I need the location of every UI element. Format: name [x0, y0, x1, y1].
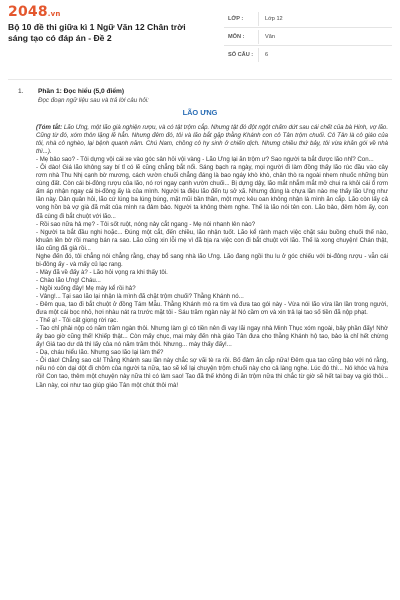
story-title: LÃO ƯNG — [182, 108, 218, 117]
passage-paragraph: - Mày đã về đấy à? - Lão hỏi vọng ra khi thấy tôi. — [36, 268, 168, 276]
meta-row-question-count — [224, 46, 392, 64]
passage-paragraph: - Rồi sao nữa hả mẹ? - Tôi sốt ruột, nóng nảy cắt ngang - Mẹ nói nhanh lên nào? — [36, 220, 256, 228]
passage-paragraph: - Ngồi xuống đây! Mẹ mày kể rồi hả? — [36, 284, 136, 292]
question-instruction: Đọc đoạn ngữ liệu sau và trả lời câu hỏi: — [38, 97, 149, 104]
meta-row-class — [224, 10, 392, 28]
summary-paragraph — [36, 124, 388, 156]
meta-value: Lớp 12 — [265, 15, 283, 22]
passage-paragraph: - Ôi dào! Giá lão không say bí tỉ có lẽ cũng chẳng bắt nổi. Sáng bạch ra ngày, mọi người đi làm đồng thấy lão rúc đầu vào cây rơm nhà Thu Nhị cạnh bờ mương, cách vườn chuối chẳng đáng là bao ngáy khò khò, chân thò ra ngoài nhem nhuốc những bùn cùng đất. Còn cái bi-đông rượu của lão, nó rơi ngay cạnh vườn chuối... Bị dựng dậy, lão mắt nhắm mắt mở chui ra khỏi cái ổ rơm ấm áp nhận ngay cái bi-đông ấy là của mình. Người ta điệu lão đến tụ sở xã. Nhưng đúng là chựa lần nào mẹ thấy lão Ưng như lần này. Dân quân hỏi, lão cứ lúng ba lúng búng, mặt mũi bần thần, một mực kêu oan không nhận là mình ăn cắp. Lão còn lấy cả vong hồn bà vợ già đã mất của mình ra đảm bảo. Người ta không thèm nghe. Thế là lão nói tên con. Lão bảo, đêm hôm ấy, con đã cùng đi bắt chuột với lão... — [36, 164, 388, 220]
passage-paragraph: - Đêm qua, tao đi bắt chuột ở đồng Tám Mẫu. Thằng Khánh mò ra tìm và đưa tao gói này - Vừa nói lão vừa lần lần trong người, đưa một cái bọc nhỏ, hơi nhàu nát ra trước mặt tôi - Sáu trăm ngàn này à! Nó cầm ơn và xin trả lại tao số tiền đã nộp phạt. — [36, 301, 388, 317]
site-logo[interactable] — [8, 4, 61, 20]
passage-text — [36, 124, 388, 390]
meta-value: Văn — [265, 33, 275, 40]
passage-paragraph: - Mẹ bảo sao? - Tôi dựng vội cái xe vào góc sân hỏi vội vàng - Lão Ưng lại ăn trộm ư? Sao người ta bắt được lão nhỉ? Con... — [36, 156, 374, 164]
question-number: 1. — [18, 88, 24, 95]
meta-row-subject — [224, 28, 392, 46]
passage-paragraph: - Vâng!... Tại sao lão lại nhận là mình đã chặt trộm chuối? Thằng Khánh nó... — [36, 292, 244, 300]
part-title: Phần 1: Đọc hiểu (5,0 điểm) — [38, 88, 125, 95]
meta-separator — [258, 30, 259, 44]
summary-text: Lão Ưng, một lão già nghiện rượu, và có tật trộm cắp. Nhưng tật đó đột ngột chấm dứt sau cái chết của bà Hinh, vợ lão. Cũng từ đó, xóm thôn lặng lẽ hẳn. Nhưng đêm đó, tôi và lão bắt gặp thằng Khánh con cô Tân trộm chuối. Cô Tân là cô giáo của tôi, nhà cô nghèo, lại bệnh quanh năm. Chú Nam, chồng cô hy sinh ở chiến dịch. Nhưng chiều thứ bảy, tôi vừa khăn gói về nhà thì...). — [36, 124, 389, 156]
summary-label: (Tóm tắt: — [36, 124, 63, 131]
meta-label: LỚP : — [228, 15, 244, 22]
page-header — [0, 0, 400, 80]
meta-label: SỐ CÂU : — [228, 52, 254, 58]
meta-separator — [258, 12, 259, 26]
passage-paragraph: - Dạ, cháu hiểu lão. Nhưng sao lão lại làm thế? — [36, 349, 164, 357]
logo-text: 2048 — [8, 4, 48, 20]
passage-paragraph: - Tao chỉ phải nộp có năm trăm ngàn thôi. Nhưng làm gì có tiền nên đi vay lãi ngay nhà Minh Thục xóm ngoài, bây phần đấy! Nhờ ấy bao giờ cũng thế! Khiếp thật... Còn mấy chục, mai mày đến nhà giáo Tân đưa cho thằng Khánh hộ tao, bảo là chỉ hết chừng ấy! Giá tao dư dả thì lấy của nó năm trăm thôi. Nhưng... mày thấy đấy!... — [36, 325, 388, 349]
meta-table — [224, 10, 392, 64]
meta-separator — [258, 48, 259, 62]
meta-label: MÔN : — [228, 33, 245, 40]
logo-tld: .vn — [47, 10, 61, 18]
document-title: Bộ 10 đề thi giữa kì 1 Ngữ Văn 12 Chân trời sáng tạo có đáp án - Đề 2 — [8, 22, 186, 43]
passage-paragraph: - Thế ạ! - Tôi cất giọng rời rạc. — [36, 317, 119, 325]
meta-value: 6 — [265, 52, 269, 58]
passage-paragraph: - Chào lão Ưng! Cháu... — [36, 276, 101, 284]
passage-paragraph: - Người ta bắt đầu nghi hoặc... Đúng một cắt, đến chiều, lão nhận tuốt. Lão kể rành mạch việc chặt sáu buồng chuối thế nào, khuân lên bờ rồi mang bán ra sao. Lão cũng xin lỗi mẹ vì đã bịa ra việc con đi bắt chuột với lão. Thế là xong chuyện! Chán thật, lão cũng đã già rồi... — [36, 228, 388, 252]
passage-paragraph: Nghe đến đó, tôi chẳng nói chẳng rằng, chạy bổ sang nhà lão Ưng. Lão đang ngồi thu lu ở góc chiếu với bi-đông rượu - vẫn cái bi-đông ấy - và mấy củ lạc rang. — [36, 252, 388, 268]
header-divider — [8, 79, 392, 80]
passage-paragraph: - Ôi dào! Chẳng sao cả! Thằng Khánh sau lần này chắc sợ vãi tè ra rồi. Bố đảm ăn cắp nữa! Đêm qua tao cũng bảo với nó rằng, nếu nó còn dại dột đi chôm của người ta nữa, tao sẽ kể lại chuyện trộm chuối này cho cả làng nghe. Lúc đó thì... Nó khóc và hứa rồi! Con tao, thêm một chuyện này nữa thì có làm sao! Tao đã thế không đi ăn trộm nữa thì chắc từ giờ sẽ hết tai bay vạ gió thôi... Lần này, coi như tao giúp giáo Tân một chút thôi mà! — [36, 357, 388, 389]
